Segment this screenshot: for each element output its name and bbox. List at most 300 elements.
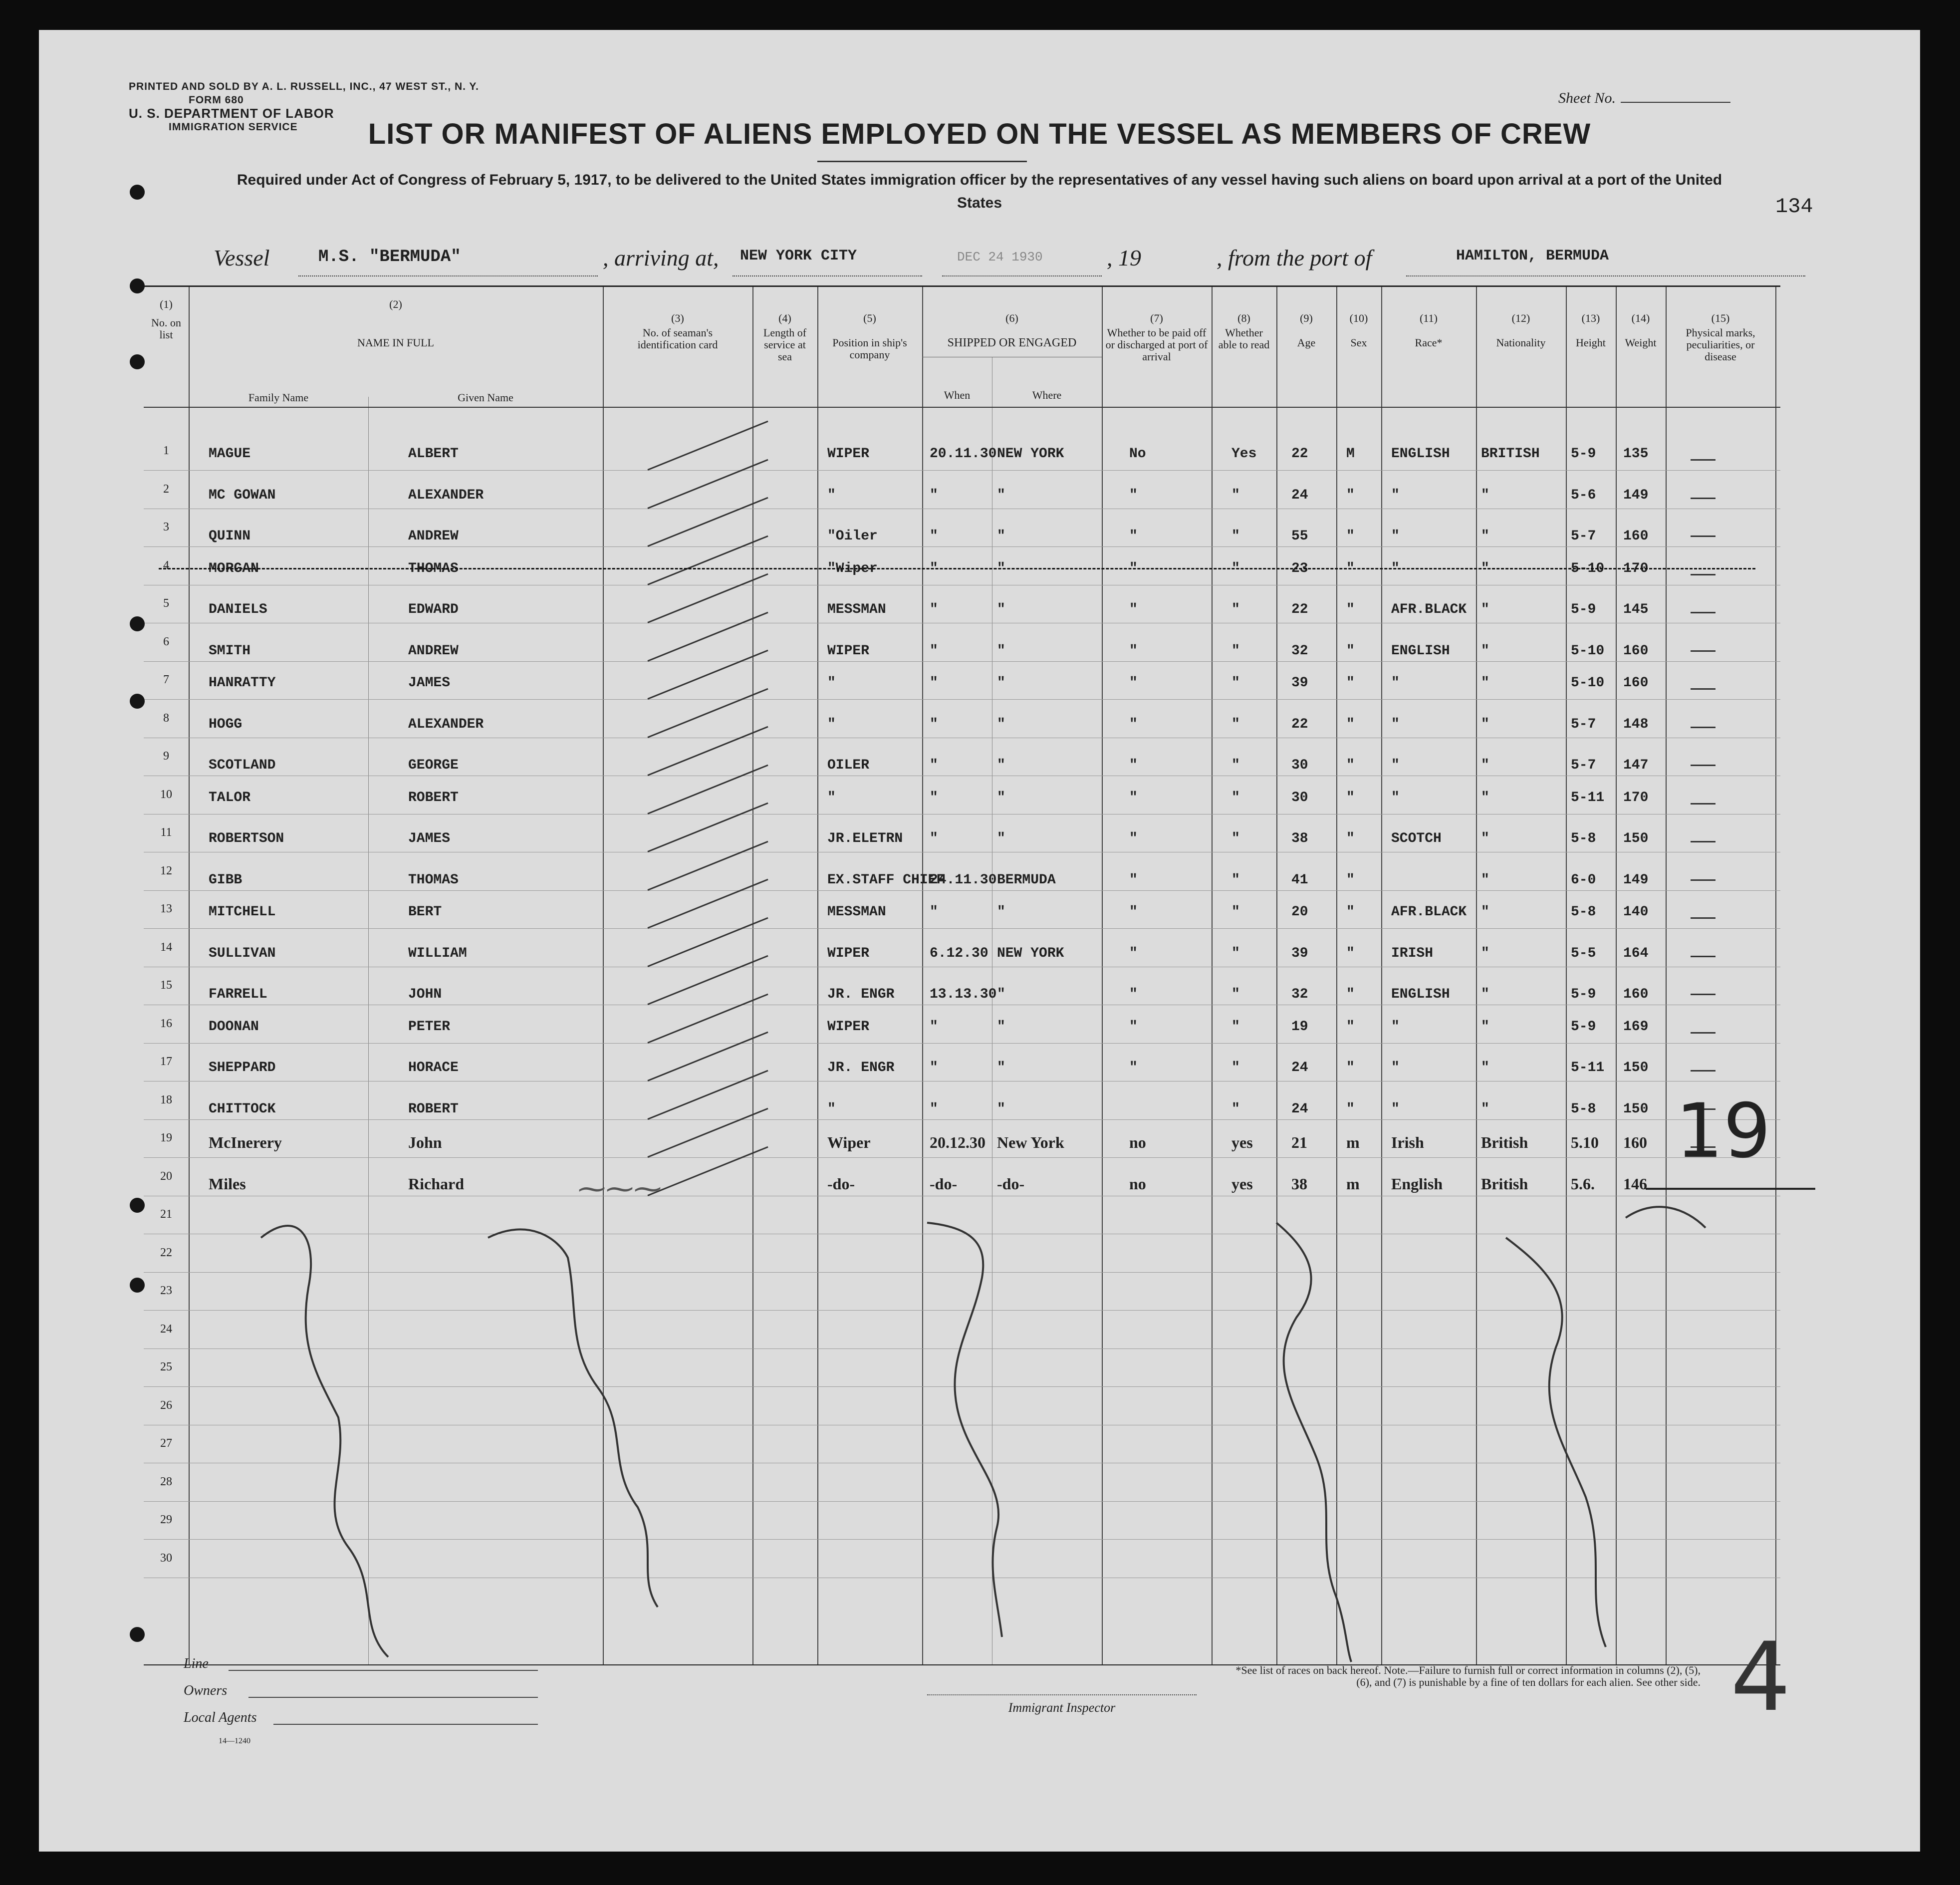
row-number: 15 bbox=[160, 979, 172, 992]
col-head-15: Physical marks, peculiarities, or disease bbox=[1686, 326, 1755, 363]
cell-where: " bbox=[997, 602, 1005, 617]
cell-age: 38 bbox=[1291, 831, 1308, 846]
page-subtitle: Required under Act of Congress of February 5, 1917, to be delivered to the United States immigration officer by the representatives of any vessel having such aliens on board upon arrival at a port of the United States bbox=[237, 172, 1722, 211]
col-head-9: Age bbox=[1297, 336, 1316, 349]
cell-race: " bbox=[1391, 758, 1400, 773]
cell-family: DOONAN bbox=[209, 1019, 259, 1035]
cell-sex: " bbox=[1346, 487, 1355, 503]
cell-when: 6.12.30 bbox=[930, 945, 988, 961]
cell-race: Irish bbox=[1391, 1133, 1424, 1151]
handwritten-total: 19 bbox=[1676, 1088, 1771, 1175]
col-num-9: (9) bbox=[1300, 312, 1313, 324]
cell-height: 5-9 bbox=[1571, 602, 1596, 617]
binder-hole bbox=[130, 278, 145, 293]
printer-line-2: U. S. DEPARTMENT OF LABOR bbox=[129, 106, 334, 121]
cell-weight: 164 bbox=[1623, 945, 1649, 961]
cell-given: ALEXANDER bbox=[408, 716, 484, 732]
col-head-5: Position in ship's company bbox=[832, 336, 907, 361]
cell-race: ENGLISH bbox=[1391, 987, 1450, 1002]
year-label: , 19 bbox=[1107, 245, 1141, 270]
cell-sex: " bbox=[1346, 904, 1355, 920]
cell-sex: " bbox=[1346, 1019, 1355, 1035]
cell-given: BERT bbox=[408, 904, 442, 920]
cell-read: " bbox=[1231, 529, 1240, 544]
footer-owners-label: Owners bbox=[184, 1683, 228, 1698]
cell-weight: 149 bbox=[1623, 487, 1649, 503]
cell-read: yes bbox=[1231, 1174, 1253, 1193]
cell-height: 5-7 bbox=[1571, 758, 1596, 773]
cell-race: " bbox=[1391, 1101, 1400, 1117]
cell-when: " bbox=[930, 716, 938, 732]
cell-race: AFR.BLACK bbox=[1391, 602, 1467, 617]
cell-race: SCOTCH bbox=[1391, 831, 1442, 846]
cell-when: 20.12.30 bbox=[930, 1133, 985, 1151]
cell-race: ENGLISH bbox=[1391, 643, 1450, 659]
cell-weight: 150 bbox=[1623, 1060, 1649, 1076]
cell-family: SULLIVAN bbox=[209, 945, 276, 961]
cell-height: 5-5 bbox=[1571, 945, 1596, 961]
cell-nationality: BRITISH bbox=[1481, 446, 1540, 462]
row-number: 14 bbox=[160, 940, 172, 954]
cell-given: ANDREW bbox=[408, 529, 459, 544]
cell-age: 30 bbox=[1291, 790, 1308, 806]
cancellation-squiggles bbox=[39, 30, 1920, 1852]
row-number: 19 bbox=[160, 1131, 172, 1144]
row-number: 5 bbox=[163, 597, 169, 610]
col-num-12: (12) bbox=[1511, 312, 1530, 324]
cell-given: ROBERT bbox=[408, 1101, 459, 1117]
cell-paid: " bbox=[1129, 758, 1138, 773]
row-number: 22 bbox=[160, 1246, 172, 1259]
cell-paid: " bbox=[1129, 675, 1138, 691]
cell-nationality: " bbox=[1481, 1101, 1489, 1117]
cell-when: " bbox=[930, 831, 938, 846]
cell-sex: m bbox=[1346, 1133, 1360, 1151]
cell-nationality: " bbox=[1481, 904, 1489, 920]
cell-height: 5-11 bbox=[1571, 790, 1605, 806]
cell-position: "Wiper bbox=[827, 560, 878, 576]
cell-age: 22 bbox=[1291, 446, 1308, 462]
row-number: 26 bbox=[160, 1398, 172, 1412]
cell-paid: " bbox=[1129, 904, 1138, 920]
row-number: 7 bbox=[163, 673, 169, 686]
cell-weight: 148 bbox=[1623, 716, 1649, 732]
cell-nationality: " bbox=[1481, 560, 1489, 576]
cell-sex: M bbox=[1346, 446, 1355, 462]
cell-given: THOMAS bbox=[408, 872, 459, 888]
row-number: 10 bbox=[160, 788, 172, 801]
cell-paid: " bbox=[1129, 1019, 1138, 1035]
cell-race: ENGLISH bbox=[1391, 446, 1450, 462]
binder-hole bbox=[130, 354, 145, 369]
col-num-13: (13) bbox=[1581, 312, 1600, 324]
cell-nationality: " bbox=[1481, 945, 1489, 961]
cell-position: " bbox=[827, 790, 836, 806]
cell-where: NEW YORK bbox=[997, 446, 1064, 462]
cell-given: PETER bbox=[408, 1019, 451, 1035]
cell-nationality: " bbox=[1481, 1060, 1489, 1076]
row-number: 20 bbox=[160, 1169, 172, 1183]
binder-hole bbox=[130, 1278, 145, 1293]
col-num-14: (14) bbox=[1631, 312, 1650, 324]
col-num-8: (8) bbox=[1237, 312, 1250, 324]
cell-position: EX.STAFF CHIEF bbox=[827, 872, 945, 888]
row-number: 24 bbox=[160, 1322, 172, 1336]
cell-sex: " bbox=[1346, 831, 1355, 846]
cell-height: 5-7 bbox=[1571, 716, 1596, 732]
binder-hole bbox=[130, 1627, 145, 1642]
form-code: 14—1240 bbox=[219, 1737, 250, 1745]
cell-nationality: " bbox=[1481, 675, 1489, 691]
cell-sex: " bbox=[1346, 1101, 1355, 1117]
cell-read: " bbox=[1231, 560, 1240, 576]
cell-paid: " bbox=[1129, 560, 1138, 576]
cell-sex: m bbox=[1346, 1174, 1360, 1193]
cell-family: DANIELS bbox=[209, 602, 267, 617]
cell-sex: " bbox=[1346, 987, 1355, 1002]
arriving-label: , arriving at, bbox=[603, 245, 719, 270]
cell-age: 24 bbox=[1291, 1101, 1308, 1117]
cell-weight: 160 bbox=[1623, 529, 1649, 544]
cell-read: " bbox=[1231, 716, 1240, 732]
footer-line-field bbox=[229, 1670, 538, 1671]
cell-read: " bbox=[1231, 643, 1240, 659]
row-number: 1 bbox=[163, 444, 169, 457]
immigrant-inspector-signature: Immigrant Inspector bbox=[927, 1694, 1197, 1715]
cell-weight: 140 bbox=[1623, 904, 1649, 920]
cell-position: Wiper bbox=[827, 1133, 871, 1151]
cell-given: Richard bbox=[408, 1174, 464, 1193]
cell-sex: " bbox=[1346, 602, 1355, 617]
cell-paid: " bbox=[1129, 1060, 1138, 1076]
col-num-6: (6) bbox=[1005, 312, 1018, 324]
cell-height: 5-7 bbox=[1571, 529, 1596, 544]
cell-read: " bbox=[1231, 987, 1240, 1002]
row-number: 21 bbox=[160, 1208, 172, 1221]
cell-age: 21 bbox=[1291, 1133, 1307, 1151]
cell-height: 5.6. bbox=[1571, 1174, 1595, 1193]
cell-family: MITCHELL bbox=[209, 904, 276, 920]
col-head-family: Family Name bbox=[248, 391, 309, 404]
cell-nationality: " bbox=[1481, 758, 1489, 773]
col-num-4: (4) bbox=[778, 312, 791, 324]
cell-paid: " bbox=[1129, 487, 1138, 503]
cell-when: " bbox=[930, 1019, 938, 1035]
cell-nationality: British bbox=[1481, 1174, 1528, 1193]
cell-given: ALEXANDER bbox=[408, 487, 484, 503]
cell-weight: 149 bbox=[1623, 872, 1649, 888]
row-number: 16 bbox=[160, 1017, 172, 1030]
cell-given: JOHN bbox=[408, 987, 442, 1002]
cell-position: WIPER bbox=[827, 643, 870, 659]
cell-nationality: " bbox=[1481, 643, 1489, 659]
cell-sex: " bbox=[1346, 529, 1355, 544]
cell-age: 30 bbox=[1291, 758, 1308, 773]
pencil-scrawl: ⁓⁓⁓ bbox=[578, 1173, 662, 1205]
cell-position: " bbox=[827, 487, 836, 503]
row-number: 25 bbox=[160, 1360, 172, 1373]
cell-race: " bbox=[1391, 790, 1400, 806]
row-number: 9 bbox=[163, 750, 169, 763]
cell-age: 39 bbox=[1291, 675, 1308, 691]
page-title: LIST OR MANIFEST OF ALIENS EMPLOYED ON THE VESSEL AS MEMBERS OF CREW bbox=[368, 118, 1591, 150]
cell-race: IRISH bbox=[1391, 945, 1434, 961]
col-head-6: SHIPPED OR ENGAGED bbox=[947, 336, 1077, 349]
col-num-10: (10) bbox=[1349, 312, 1368, 324]
cell-position: JR. ENGR bbox=[827, 1060, 895, 1076]
row-number: 29 bbox=[160, 1513, 172, 1526]
cell-where: " bbox=[997, 831, 1005, 846]
col-num-2: (2) bbox=[389, 298, 402, 310]
cell-sex: " bbox=[1346, 790, 1355, 806]
col-num-15: (15) bbox=[1711, 312, 1730, 324]
cell-position: MESSMAN bbox=[827, 602, 886, 617]
cell-when: " bbox=[930, 487, 938, 503]
cell-nationality: " bbox=[1481, 1019, 1489, 1035]
printer-line-3: IMMIGRATION SERVICE bbox=[169, 121, 298, 133]
footer-agents-label: Local Agents bbox=[184, 1710, 257, 1725]
cell-weight: 160 bbox=[1623, 1133, 1647, 1151]
row-number: 13 bbox=[160, 902, 172, 915]
col-num-1: (1) bbox=[160, 298, 173, 310]
cell-race: " bbox=[1391, 1019, 1400, 1035]
cell-age: 32 bbox=[1291, 643, 1308, 659]
cell-read: " bbox=[1231, 758, 1240, 773]
col-head-2: NAME IN FULL bbox=[357, 336, 434, 349]
cell-sex: " bbox=[1346, 716, 1355, 732]
cell-race: " bbox=[1391, 716, 1400, 732]
col-head-12: Nationality bbox=[1496, 336, 1546, 349]
cell-family: TALOR bbox=[209, 790, 251, 806]
cell-nationality: " bbox=[1481, 487, 1489, 503]
cell-where: " bbox=[997, 1019, 1005, 1035]
cell-age: 23 bbox=[1291, 560, 1308, 576]
handwritten-total-rule bbox=[1646, 1188, 1815, 1190]
cell-paid: " bbox=[1129, 872, 1138, 888]
cell-weight: 170 bbox=[1623, 790, 1649, 806]
cell-age: 22 bbox=[1291, 716, 1308, 732]
col-head-7: Whether to be paid off or discharged at port of arrival bbox=[1105, 326, 1208, 363]
cell-where: " bbox=[997, 675, 1005, 691]
cell-read: " bbox=[1231, 872, 1240, 888]
cell-read: Yes bbox=[1231, 446, 1257, 462]
cell-sex: " bbox=[1346, 643, 1355, 659]
cell-given: THOMAS bbox=[408, 560, 459, 576]
cell-position: JR. ENGR bbox=[827, 987, 895, 1002]
cell-where: " bbox=[997, 904, 1005, 920]
cell-given: ROBERT bbox=[408, 790, 459, 806]
row-number: 4 bbox=[163, 558, 169, 572]
cell-read: " bbox=[1231, 1019, 1240, 1035]
cell-where: " bbox=[997, 529, 1005, 544]
col-head-when: When bbox=[944, 389, 971, 401]
col-head-13: Height bbox=[1576, 336, 1606, 349]
cell-position: OILER bbox=[827, 758, 870, 773]
binder-hole bbox=[130, 1198, 145, 1213]
cell-nationality: " bbox=[1481, 987, 1489, 1002]
col-head-11: Race* bbox=[1415, 336, 1443, 349]
binder-hole bbox=[130, 616, 145, 631]
cell-position: WIPER bbox=[827, 1019, 870, 1035]
cell-paid: " bbox=[1129, 602, 1138, 617]
cell-paid: " bbox=[1129, 716, 1138, 732]
binder-hole bbox=[130, 185, 145, 200]
cell-race: " bbox=[1391, 529, 1400, 544]
cell-age: 38 bbox=[1291, 1174, 1307, 1193]
cell-weight: 160 bbox=[1623, 675, 1649, 691]
cell-read: " bbox=[1231, 675, 1240, 691]
manifest-page bbox=[39, 30, 1920, 1852]
cell-family: FARRELL bbox=[209, 987, 267, 1002]
cell-height: 5-8 bbox=[1571, 1101, 1596, 1117]
cell-read: " bbox=[1231, 1101, 1240, 1117]
cell-where: " bbox=[997, 560, 1005, 576]
sheet-label: Sheet No. bbox=[1558, 90, 1616, 106]
col-head-10: Sex bbox=[1350, 336, 1367, 349]
cell-paid: " bbox=[1129, 987, 1138, 1002]
cell-height: 5-9 bbox=[1571, 1019, 1596, 1035]
row-number: 12 bbox=[160, 864, 172, 877]
cell-height: 6-0 bbox=[1571, 872, 1596, 888]
cell-position: WIPER bbox=[827, 945, 870, 961]
cell-when: " bbox=[930, 1101, 938, 1117]
cell-nationality: " bbox=[1481, 872, 1489, 888]
binder-hole bbox=[130, 694, 145, 709]
footer-agents-field bbox=[273, 1724, 538, 1725]
cell-weight: 160 bbox=[1623, 643, 1649, 659]
cell-given: JAMES bbox=[408, 831, 451, 846]
cell-when: " bbox=[930, 758, 938, 773]
cell-sex: " bbox=[1346, 560, 1355, 576]
cell-when: 13.13.30 bbox=[930, 987, 997, 1002]
row-number: 3 bbox=[163, 521, 169, 534]
cell-age: 32 bbox=[1291, 987, 1308, 1002]
cell-sex: " bbox=[1346, 675, 1355, 691]
cell-height: 5-6 bbox=[1571, 487, 1596, 503]
cell-when: 24.11.30 bbox=[930, 872, 997, 888]
row-number: 6 bbox=[163, 635, 169, 648]
cell-family: Miles bbox=[209, 1174, 246, 1193]
cell-sex: " bbox=[1346, 872, 1355, 888]
cell-age: 20 bbox=[1291, 904, 1308, 920]
footer-note: *See list of races on back hereof. Note.—Failure to furnish full or correct information in columns (2), (5), (6), and (7) is punishable by a fine of ten dollars for each alien. See other side. bbox=[1235, 1664, 1701, 1688]
cell-position: WIPER bbox=[827, 446, 870, 462]
cell-nationality: " bbox=[1481, 602, 1489, 617]
cell-where: " bbox=[997, 643, 1005, 659]
col-num-7: (7) bbox=[1150, 312, 1163, 324]
cell-when: 20.11.30 bbox=[930, 446, 997, 462]
cell-nationality: " bbox=[1481, 529, 1489, 544]
cell-given: GEORGE bbox=[408, 758, 459, 773]
col-num-3: (3) bbox=[671, 312, 684, 324]
page-number: 134 bbox=[1775, 195, 1813, 219]
col-head-3: No. of seaman's identification card bbox=[637, 326, 718, 351]
col-head-given: Given Name bbox=[458, 391, 513, 404]
cell-sex: " bbox=[1346, 758, 1355, 773]
cell-where: New York bbox=[997, 1133, 1064, 1151]
row-number: 23 bbox=[160, 1284, 172, 1297]
cell-sex: " bbox=[1346, 1060, 1355, 1076]
cell-when: " bbox=[930, 904, 938, 920]
cell-given: EDWARD bbox=[408, 602, 459, 617]
cell-position: MESSMAN bbox=[827, 904, 886, 920]
col-head-14: Weight bbox=[1625, 336, 1657, 349]
cell-family: SCOTLAND bbox=[209, 758, 276, 773]
cell-family: MAGUE bbox=[209, 446, 251, 462]
col-head-8: Whether able to read bbox=[1218, 326, 1270, 351]
cell-read: " bbox=[1231, 790, 1240, 806]
cell-position: " bbox=[827, 675, 836, 691]
date-stamp: DEC 24 1930 bbox=[957, 250, 1043, 265]
cell-height: 5-8 bbox=[1571, 831, 1596, 846]
handwritten-corner-mark: 4 bbox=[1730, 1622, 1791, 1732]
row-number: 30 bbox=[160, 1551, 172, 1565]
cell-height: 5-8 bbox=[1571, 904, 1596, 920]
cell-where: " bbox=[997, 487, 1005, 503]
cell-height: 5-10 bbox=[1571, 643, 1605, 659]
cell-race: " bbox=[1391, 1060, 1400, 1076]
cell-family: ROBERTSON bbox=[209, 831, 284, 846]
cell-where: " bbox=[997, 758, 1005, 773]
cell-family: HANRATTY bbox=[209, 675, 276, 691]
cell-age: 24 bbox=[1291, 487, 1308, 503]
cell-weight: 150 bbox=[1623, 831, 1649, 846]
cell-race: " bbox=[1391, 675, 1400, 691]
vessel-name: M.S. "BERMUDA" bbox=[318, 248, 461, 267]
cell-when: " bbox=[930, 529, 938, 544]
cell-read: " bbox=[1231, 904, 1240, 920]
cell-age: 55 bbox=[1291, 529, 1308, 544]
cell-family: SMITH bbox=[209, 643, 251, 659]
cell-where: BERMUDA bbox=[997, 872, 1056, 888]
cell-given: ANDREW bbox=[408, 643, 459, 659]
from-port: HAMILTON, BERMUDA bbox=[1456, 248, 1609, 265]
cell-age: 22 bbox=[1291, 602, 1308, 617]
cell-when: " bbox=[930, 790, 938, 806]
cell-race: " bbox=[1391, 487, 1400, 503]
cell-family: SHEPPARD bbox=[209, 1060, 276, 1076]
cell-given: John bbox=[408, 1133, 442, 1151]
cell-age: 24 bbox=[1291, 1060, 1308, 1076]
cell-given: JAMES bbox=[408, 675, 451, 691]
cell-height: 5-9 bbox=[1571, 446, 1596, 462]
cell-age: 39 bbox=[1291, 945, 1308, 961]
cell-weight: 160 bbox=[1623, 987, 1649, 1002]
cell-given: WILLIAM bbox=[408, 945, 467, 961]
cell-where: " bbox=[997, 716, 1005, 732]
cell-paid: " bbox=[1129, 529, 1138, 544]
cell-family: GIBB bbox=[209, 872, 243, 888]
cell-position: " bbox=[827, 1101, 836, 1117]
cell-race: AFR.BLACK bbox=[1391, 904, 1467, 920]
cell-family: HOGG bbox=[209, 716, 243, 732]
cell-paid: No bbox=[1129, 446, 1146, 462]
cell-nationality: British bbox=[1481, 1133, 1528, 1151]
col-head-1: No. on list bbox=[151, 316, 181, 341]
cell-nationality: " bbox=[1481, 790, 1489, 806]
printer-line-0: PRINTED AND SOLD BY A. L. RUSSELL, INC., 47 WEST ST., N. Y. bbox=[129, 81, 479, 92]
footer-owners-field bbox=[248, 1697, 538, 1698]
cell-nationality: " bbox=[1481, 831, 1489, 846]
cell-race: English bbox=[1391, 1174, 1443, 1193]
col-num-11: (11) bbox=[1420, 312, 1438, 324]
cell-paid: " bbox=[1129, 945, 1138, 961]
cell-family: MORGAN bbox=[209, 560, 259, 576]
cell-position: JR.ELETRN bbox=[827, 831, 903, 846]
cell-family: CHITTOCK bbox=[209, 1101, 276, 1117]
cell-weight: 146 bbox=[1623, 1174, 1647, 1193]
cell-where: NEW YORK bbox=[997, 945, 1064, 961]
